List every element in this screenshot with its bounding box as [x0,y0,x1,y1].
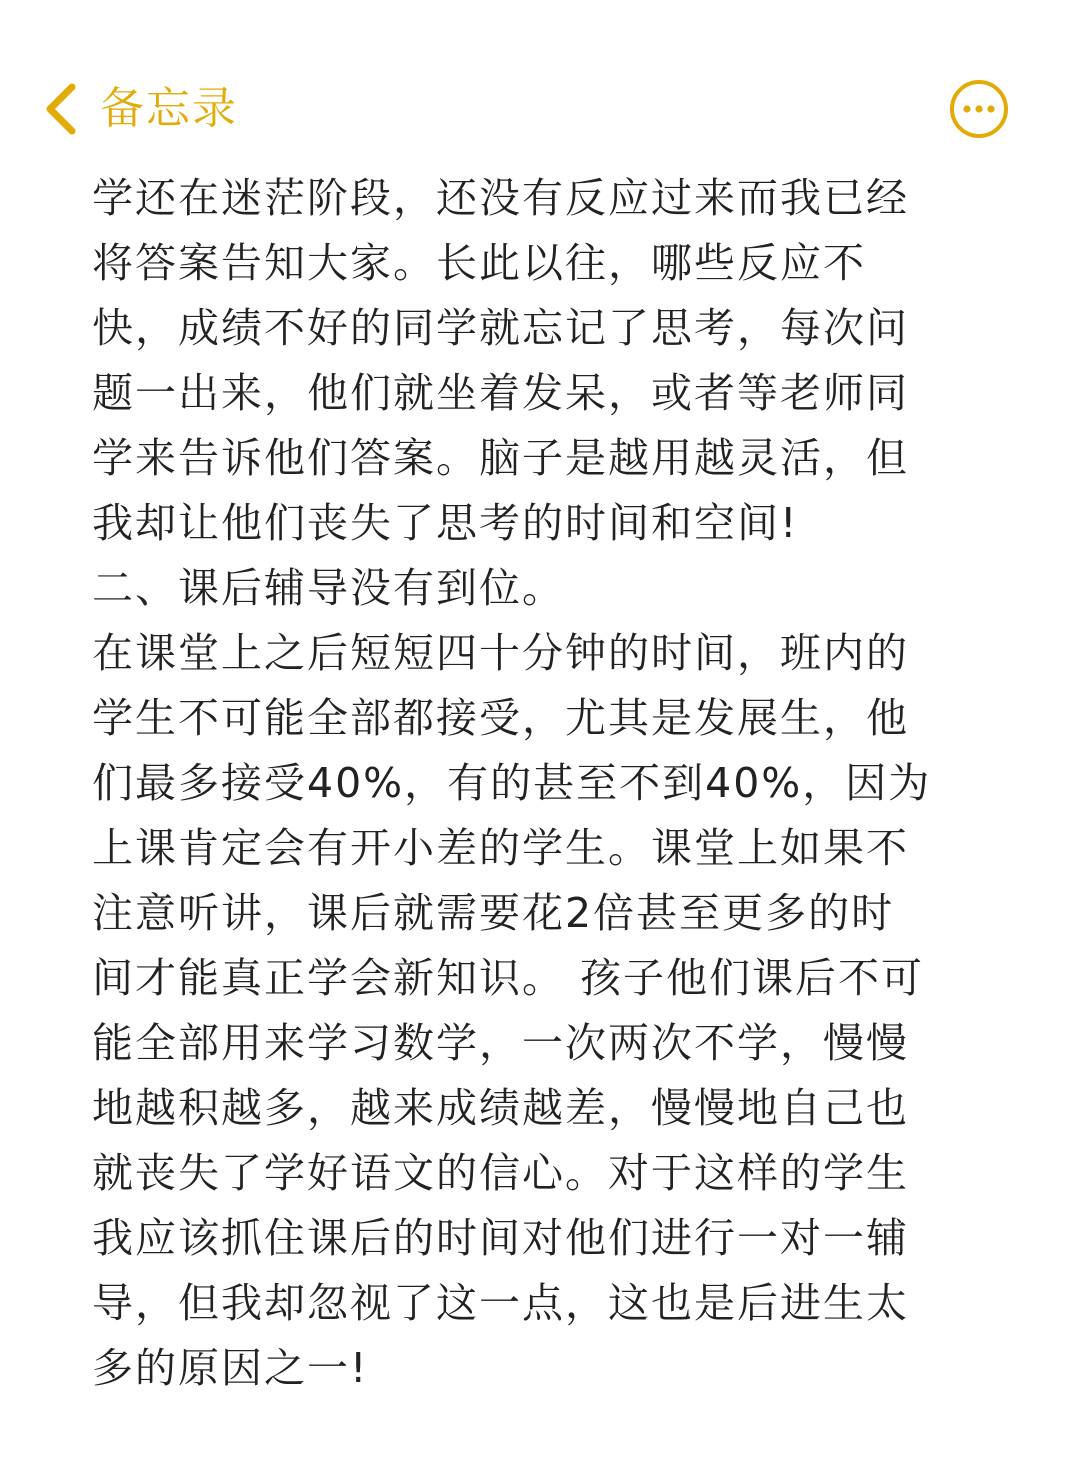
note-line: 快，成绩不好的同学就忘记了思考，每次问 [92,304,909,352]
note-line: 多的原因之一! [92,1344,369,1392]
note-line: 们最多接受40%，有的甚至不到40%，因为 [92,759,932,807]
note-line: 就丧失了学好语文的信心。对于这样的学生 [92,1149,909,1197]
chevron-left-icon [40,81,84,137]
note-line: 间才能真正学会新知识。 孩子他们课后不可 [92,954,925,1002]
note-line: 导，但我却忽视了这一点，这也是后进生太 [92,1279,909,1327]
note-content[interactable] [92,166,992,1401]
note-line: 将答案告知大家。长此以往，哪些反应不 [92,239,866,287]
note-line: 地越积越多，越来成绩越差，慢慢地自己也 [92,1084,909,1132]
note-line: 学来告诉他们答案。脑子是越用越灵活，但 [92,434,909,482]
note-line: 上课肯定会有开小差的学生。课堂上如果不 [92,824,909,872]
more-circle-icon [948,78,1010,140]
note-line: 我却让他们丧失了思考的时间和空间! [92,499,799,547]
note-line: 学生不可能全部都接受，尤其是发展生，他 [92,694,909,742]
back-button[interactable] [40,74,238,144]
note-line: 二、课后辅导没有到位。 [92,564,565,612]
note-line: 注意听讲，课后就需要花2倍甚至更多的时 [92,889,895,937]
note-line: 我应该抓住课后的时间对他们进行一对一辅 [92,1214,909,1262]
note-line: 学还在迷茫阶段，还没有反应过来而我已经 [92,174,909,222]
back-label: 备忘录 [100,83,238,134]
navigation-bar [0,0,1080,170]
note-line: 能全部用来学习数学，一次两次不学，慢慢 [92,1019,909,1067]
note-line: 题一出来，他们就坐着发呆，或者等老师同 [92,369,909,417]
more-options-button[interactable] [948,78,1010,140]
note-line: 在课堂上之后短短四十分钟的时间，班内的 [92,629,909,677]
